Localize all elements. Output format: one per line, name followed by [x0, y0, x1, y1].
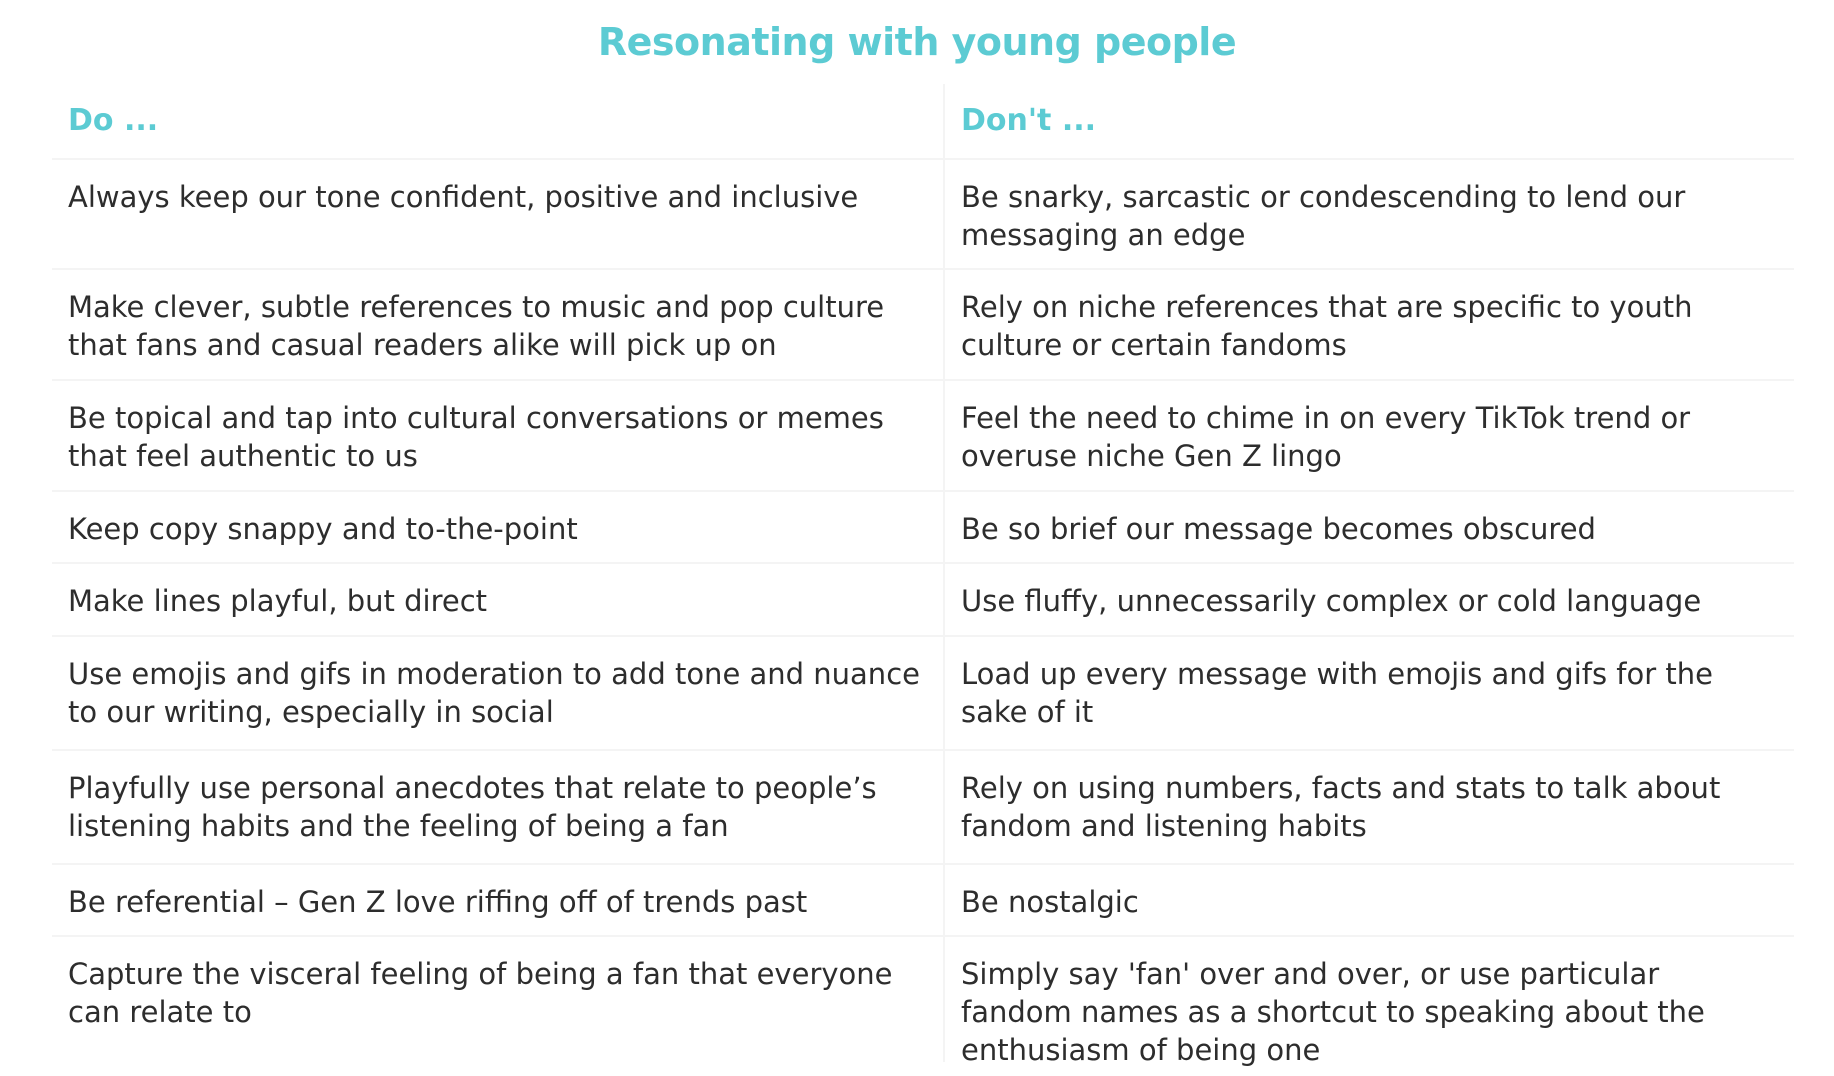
- do-cell: Use emojis and gifs in moderation to add tone and nuance to our writing, especially in social: [52, 637, 945, 751]
- do-cell: Always keep our tone confident, positive and inclusive: [52, 160, 945, 270]
- dont-cell: Be so brief our message becomes obscured: [945, 492, 1794, 564]
- page-title: Resonating with young people: [597, 20, 1237, 64]
- dont-cell: Be nostalgic: [945, 865, 1794, 937]
- do-cell: Be topical and tap into cultural conversations or memes that feel authentic to us: [52, 381, 945, 492]
- do-cell: Keep copy snappy and to-the-point: [52, 492, 945, 564]
- dont-cell: Rely on using numbers, facts and stats to talk about fandom and listening habits: [945, 751, 1794, 865]
- dont-column-header: Don't ...: [945, 84, 1794, 160]
- do-cell: Be referential – Gen Z love riffing off of trends past: [52, 865, 945, 937]
- do-cell: Make clever, subtle references to music and pop culture that fans and casual readers alike will pick up on: [52, 270, 945, 381]
- dont-cell: Be snarky, sarcastic or condescending to lend our messaging an edge: [945, 160, 1794, 270]
- dont-cell: Use fluffy, unnecessarily complex or cold language: [945, 564, 1794, 637]
- do-cell: Make lines playful, but direct: [52, 564, 945, 637]
- do-dont-table: [52, 84, 1794, 1067]
- dont-cell: Feel the need to chime in on every TikTok trend or overuse niche Gen Z lingo: [945, 381, 1794, 492]
- do-cell: Playfully use personal anecdotes that relate to people’s listening habits and the feeling of being a fan: [52, 751, 945, 865]
- do-cell: Capture the visceral feeling of being a fan that everyone can relate to: [52, 937, 945, 1062]
- do-column-header: Do ...: [52, 84, 945, 160]
- dont-cell: Simply say 'fan' over and over, or use particular fandom names as a shortcut to speaking about the enthusiasm of being one: [961, 957, 1705, 1067]
- dont-cell: Load up every message with emojis and gifs for the sake of it: [945, 637, 1794, 751]
- dont-cell: Rely on niche references that are specific to youth culture or certain fandoms: [945, 270, 1794, 381]
